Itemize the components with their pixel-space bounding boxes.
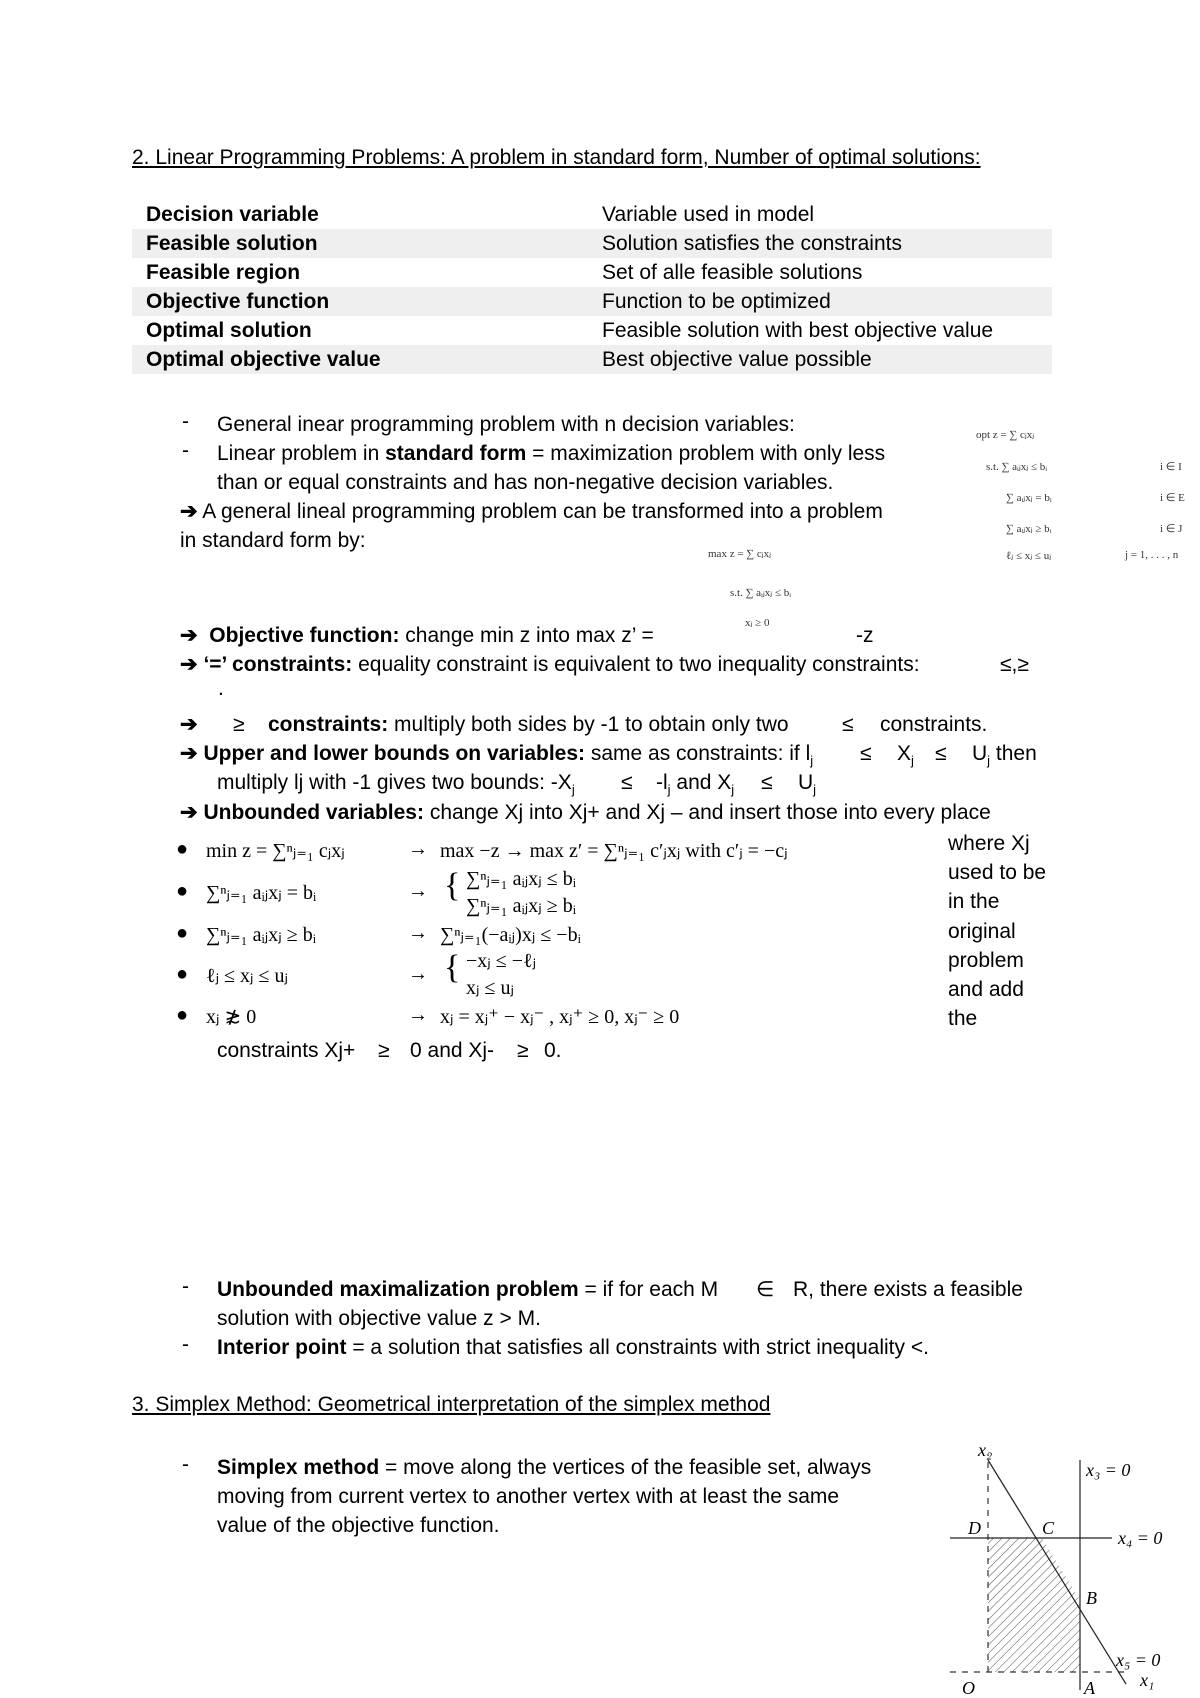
- section-3-heading: 3. Simplex Method: Geometrical interpretation of the simplex method: [132, 1393, 771, 1416]
- definition: Variable used in model: [602, 203, 815, 226]
- definition: Best objective value possible: [602, 348, 872, 371]
- dash-bullet: -: [182, 439, 189, 462]
- dash-bullet: -: [182, 1453, 189, 1476]
- bullet-standard-form-line2: than or equal constraints and has non-negative decision variables.: [217, 471, 834, 494]
- bullet-simplex-line2: moving from current vertex to another vertex with at least the same: [217, 1485, 840, 1508]
- definition: Feasible solution with best objective value: [602, 319, 994, 342]
- simplex-geometry-figure: [930, 1440, 1190, 1698]
- vertex-C: C: [1042, 1518, 1055, 1538]
- term: Decision variable: [146, 203, 319, 226]
- rule-equality-symbols: ≤,≥: [1000, 653, 1029, 676]
- constraints-line: constraints Xj+: [217, 1039, 356, 1062]
- bullet-standard-form: Linear problem in standard form = maximization problem with only less: [217, 442, 886, 465]
- table-row: [132, 316, 1052, 345]
- feasible-region: [988, 1538, 1080, 1672]
- term: Feasible solution: [146, 232, 318, 255]
- label-x4: x₄ = 0: [1118, 1528, 1163, 1548]
- rule-equality: ➔ ‘=’ constraints: equality constraint is equivalent to two inequality constraints:: [180, 653, 920, 676]
- table-row: [132, 258, 1052, 287]
- bullet-interior-point: Interior point = a solution that satisfies all constraints with strict inequality <.: [217, 1336, 929, 1359]
- transform-intro: ➔ A general lineal programming problem can be transformed into a problem: [180, 500, 883, 523]
- table-row: [132, 345, 1052, 374]
- rule-bounds-line2: multiply lj with -1 gives two bounds: $-X_j$: [217, 771, 575, 798]
- bullet-unbounded-max: Unbounded maximalization problem = if for each M: [217, 1278, 719, 1301]
- rule-unbounded: ➔ Unbounded variables: change Xj into Xj+ and Xj – and insert those into every place: [180, 801, 991, 824]
- rule-objective-tail: -z: [856, 624, 874, 647]
- vertex-D: D: [968, 1518, 981, 1538]
- dash-bullet: -: [182, 1275, 189, 1298]
- bullet-simplex: Simplex method = move along the vertices of the feasible set, always: [217, 1456, 872, 1479]
- term: Optimal objective value: [146, 348, 381, 371]
- rule-ge-symbol: ≥: [233, 713, 245, 736]
- label-x5: x₅ = 0: [1116, 1650, 1161, 1670]
- dash-bullet: -: [182, 1333, 189, 1356]
- label-x3: x₃ = 0: [1086, 1460, 1131, 1480]
- vertex-B: B: [1086, 1588, 1097, 1608]
- table-row: [132, 200, 1052, 229]
- definition: Solution satisfies the constraints: [602, 232, 902, 255]
- bullet-general: General inear programming problem with n decision variables:: [217, 413, 795, 436]
- dash-bullet: -: [182, 410, 189, 433]
- rule-ge-le: ≤: [842, 713, 854, 736]
- rule-equality-dot: .: [218, 677, 224, 700]
- term: Objective function: [146, 290, 330, 313]
- rule-ge-tail: constraints.: [880, 713, 988, 736]
- vertex-A: A: [1084, 1678, 1095, 1698]
- term: Optimal solution: [146, 319, 312, 342]
- rule-ge-text: constraints: multiply both sides by -1 to obtain only two: [268, 713, 789, 736]
- bullet-unbounded-max-line2: solution with objective value z > M.: [217, 1307, 541, 1330]
- section-2-heading: 2. Linear Programming Problems: A problem in standard form, Number of optimal solutions:: [132, 146, 981, 169]
- rule-ge: ➔: [180, 713, 198, 736]
- term: Feasible region: [146, 261, 301, 284]
- table-row: [132, 229, 1052, 258]
- bullet-simplex-line3: value of the objective function.: [217, 1514, 500, 1537]
- rule-bounds: ➔ Upper and lower bounds on variables: same as constraints: if $l_j$: [180, 742, 814, 769]
- vertex-O: O: [962, 1678, 975, 1698]
- definition: Set of alle feasible solutions: [602, 261, 863, 284]
- label-x1: x₁: [1140, 1670, 1155, 1690]
- definition: Function to be optimized: [602, 290, 831, 313]
- label-x2: x₂: [978, 1440, 993, 1460]
- rule-objective: ➔ Objective function: change min z into max z’ =: [180, 624, 654, 647]
- transform-intro-line2: in standard form by:: [180, 529, 366, 552]
- table-row: [132, 287, 1052, 316]
